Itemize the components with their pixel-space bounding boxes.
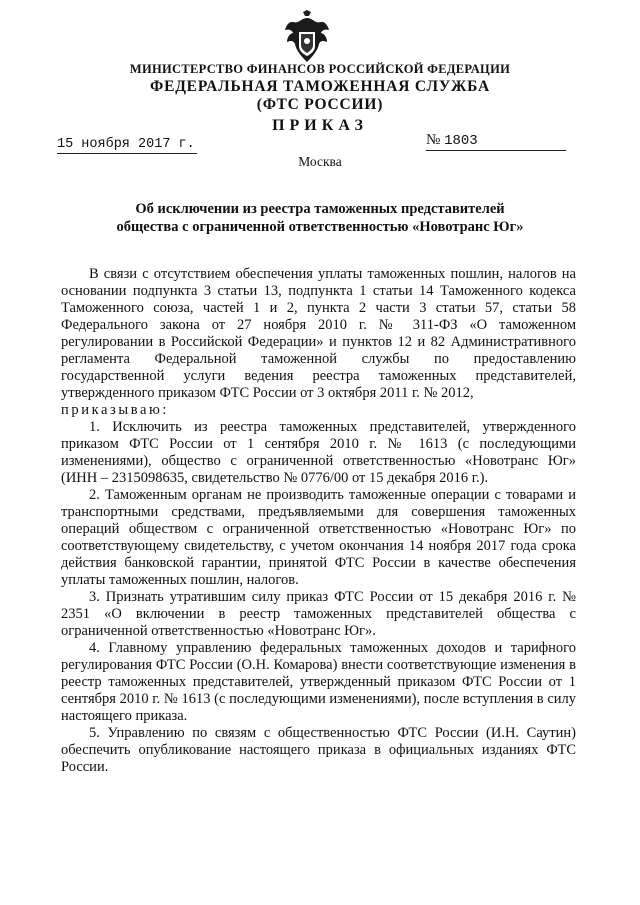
order-number: 1803 [444,133,478,149]
order-item-2: 2. Таможенным органам не производить таможенные операции с товарами и транспортными средствами, предъявляемыми для совершения таможенных операций обществом с ограниченной ответственностью «Новотранс Юг» по соответствующему свидетельству, с учетом окончания 14 ноября 2017 года срока действия банковской гарантии, принятой ФТС России в качестве обеспечения уплаты таможенных пошлин, налогов. [61,487,576,588]
number-sign: № [426,132,441,148]
coat-of-arms-emblem-icon [283,10,331,64]
preamble-paragraph: В связи с отсутствием обеспечения уплаты таможенных пошлин, налогов на основании подпункта 3 статьи 13, подпункта 1 статьи 14 Таможенного кодекса Таможенного союза, частей 1 и 2, пункта 2 части 3 статьи 57, статьи 58 Федерального закона от 27 ноября 2010 г. № 311-ФЗ «О таможенном регулировании в Российской Федерации» и пунктов 12 и 82 Административного регламента Федеральной таможенной службы по предоставлению государственной услуги ведения реестра таможенных представителей, утвержденного приказом ФТС России от 3 октября 2011 г. № 2012, [61,266,576,401]
title-line-1: Об исключении из реестра таможенных представителей [135,201,505,217]
document-body [61,266,576,776]
title-line-2: общества с ограниченной ответственностью «Новотранс Юг» [116,219,524,235]
service-name: ФЕДЕРАЛЬНАЯ ТАМОЖЕННАЯ СЛУЖБА [149,78,491,95]
order-item-4: 4. Главному управлению федеральных таможенных доходов и тарифного регулирования ФТС России (О.Н. Комарова) внести соответствующие изменения в реестр таможенных представителей, утвержденный приказом ФТС России от 1 сентября 2010 г. № 1613 (с последующими изменениями), после вступления в силу настоящего приказа. [61,640,576,724]
ministry-name: МИНИСТЕРСТВО ФИНАНСОВ РОССИЙСКОЙ ФЕДЕРАЦИИ [129,62,511,76]
document-title [60,200,580,236]
order-item-1: 1. Исключить из реестра таможенных представителей, утвержденного приказом ФТС России от 1 сентября 2010 г. № 1613 (с последующими изменениями), общество с ограниченной ответственностью «Новотранс Юг» (ИНН – 2315098635, свидетельство № 0776/00 от 15 декабря 2016 г.). [61,419,576,486]
document-type: ПРИКАЗ [272,117,368,134]
order-word: приказываю: [61,402,170,418]
city: Москва [298,154,342,169]
order-number-field [426,132,566,151]
service-short-name: (ФТС РОССИИ) [256,96,384,113]
order-item-3: 3. Признать утратившим силу приказ ФТС России от 15 декабря 2016 г. № 2351 «О включении в реестр таможенных представителей общества с ограниченной ответственностью «Новотранс Юг». [61,589,576,639]
order-date: 15 ноября 2017 г. [57,137,197,154]
order-item-5: 5. Управлению по связям с общественностью ФТС России (И.Н. Саутин) обеспечить опубликование настоящего приказа в официальных изданиях ФТС России. [61,725,576,775]
